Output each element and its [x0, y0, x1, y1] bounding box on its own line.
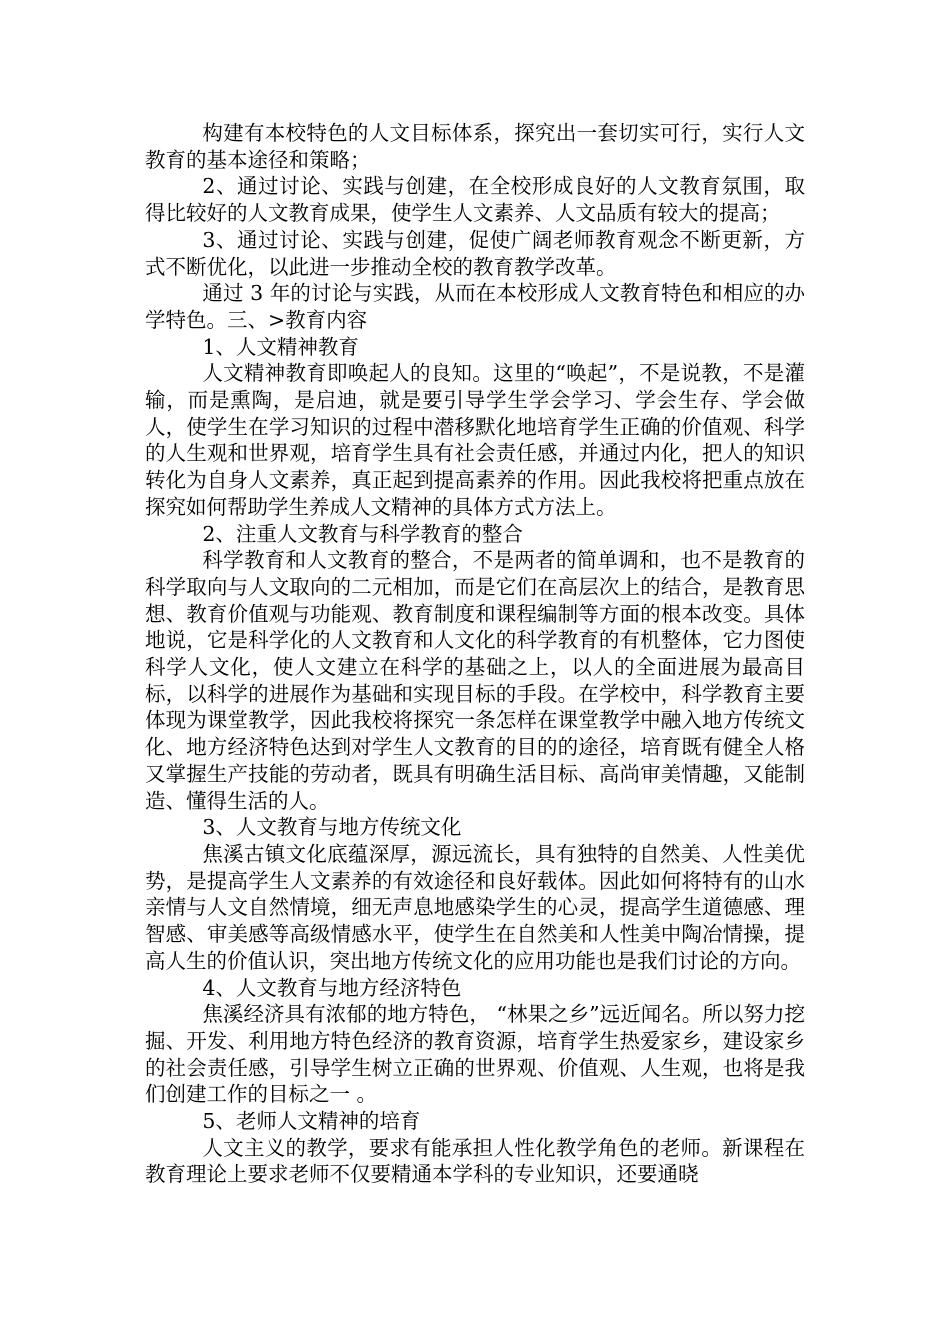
paragraph-summary: 通过 3 年的讨论与实践，从而在本校形成人文教育特色和相应的办学特色。三、>教育内容 — [145, 281, 805, 332]
section-heading-5: 5、老师人文精神的培育 — [202, 1109, 421, 1134]
paragraph-objective-intro: 构建有本校特色的人文目标体系，探究出一套切实可行，实行人文教育的基本途径和策略； — [145, 121, 805, 172]
paragraph-objective-2: 2、通过讨论、实践与创建，在全校形成良好的人文教育氛围，取得比较好的人文教育成果，使学生人文素养、人文品质有较大的提高； — [145, 174, 805, 226]
paragraph-section-4: 焦溪经济具有浓郁的地方特色， “林果之乡”远近闻名。所以努力挖掘、开发、利用地方特色经济的教育资源，培育学生热爱家乡，建设家乡的社会责任感，引导学生树立正确的世界观、价值观、人生观，也将是我们创建工作的目标之一 。 — [145, 1002, 805, 1107]
paragraph-objective-3: 3、通过讨论、实践与创建，促使广阔老师教育观念不断更新，方式不断优化，以此进一步推动全校的教育教学改革。 — [145, 227, 805, 279]
paragraph-section-3: 焦溪古镇文化底蕴深厚，源远流长，具有独特的自然美、人性美优势，是提高学生人文素养的有效途径和良好载体。因此如何将特有的山水亲情与人文自然情境，细无声息地感染学生的心灵，提高学生道德感、理智感、审美感等高级情感水平，使学生在自然美和人性美中陶冶情操，提高人生的价值认识，突出地方传统文化的应用功能也是我们讨论的方向。 — [145, 841, 805, 973]
section-heading-4: 4、人文教育与地方经济特色 — [202, 975, 462, 1000]
section-heading-1: 1、人文精神教育 — [202, 334, 359, 359]
document-body — [145, 120, 805, 1188]
paragraph-section-5: 人文主义的教学，要求有能承担人性化教学角色的老师。新课程在教育理论上要求老师不仅要精通本学科的专业知识，还要通晓 — [145, 1135, 805, 1187]
section-heading-2: 2、注重人文教育与科学教育的整合 — [202, 521, 523, 546]
section-heading-3: 3、人文教育与地方传统文化 — [202, 815, 462, 840]
paragraph-section-1: 人文精神教育即唤起人的良知。这里的“唤起”，不是说教，不是灌输，而是熏陶，是启迪，就是要引导学生学会学习、学会生存、学会做人，使学生在学习知识的过程中潜移默化地培育学生正确的价值观、科学的人生观和世界观，培育学生具有社会责任感，并通过内化，把人的知识转化为自身人文素养，真正起到提高素养的作用。因此我校将把重点放在探究如何帮助学生养成人文精神的具体方式方法上。 — [145, 361, 805, 519]
paragraph-section-2: 科学教育和人文教育的整合，不是两者的简单调和，也不是教育的科学取向与人文取向的二元相加，而是它们在高层次上的结合，是教育思想、教育价值观与功能观、教育制度和课程编制等方面的根本改变。具体地说，它是科学化的人文教育和人文化的科学教育的有机整体，它力图使科学人文化，使人文建立在科学的基础之上，以人的全面进展为最高目标，以科学的进展作为基础和实现目标的手段。在学校中，科学教育主要体现为课堂教学，因此我校将探究一条怎样在课堂教学中融入地方传统文化、地方经济特色达到对学生人文教育的目的的途径，培育既有健全人格又掌握生产技能的劳动者，既具有明确生活目标、高尚审美情趣，又能制造、懂得生活的人。 — [145, 548, 805, 813]
